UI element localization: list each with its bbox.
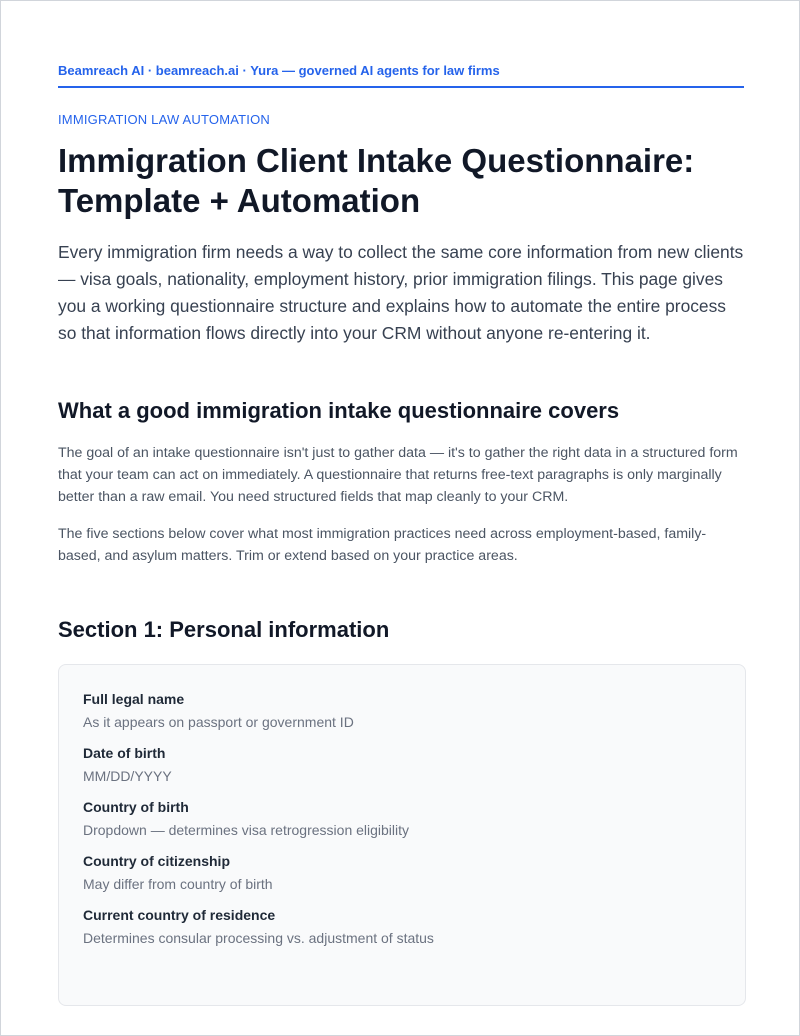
field-hint: Dropdown — determines visa retrogression eligibility: [83, 822, 410, 838]
paragraph-goal: The goal of an intake questionnaire isn't just to gather data — it's to gather the right data in a structured form that your team can act on immediately. A questionnaire that returns free-text paragraphs is only marginally better than a raw email. You need structured fields that map cleanly to your CRM.: [58, 445, 738, 505]
section-heading-covers: What a good immigration intake questionnaire covers: [58, 398, 620, 423]
questionnaire-card: [58, 664, 746, 1006]
field-hint: As it appears on passport or government ID: [83, 714, 354, 730]
paragraph-sections: The five sections below cover what most immigration practices need across employment-based, family-based, and asylum matters. Trim or extend based on your practice areas.: [58, 526, 707, 564]
field-full-legal-name: [83, 691, 354, 730]
field-country-of-citizenship: [83, 853, 273, 892]
field-hint: MM/DD/YYYY: [83, 768, 172, 784]
field-label: Country of citizenship: [83, 853, 230, 869]
section-heading-personal-info: Section 1: Personal information: [58, 617, 390, 642]
header-divider: [58, 86, 744, 88]
page-title: Immigration Client Intake Questionnaire: Template + Automation: [58, 142, 695, 219]
lead-paragraph: Every immigration firm needs a way to collect the same core information from new clients — visa goals, nationality, employment history, prior immigration filings. This page gives you a working questionnaire structure and explains how to automate the entire process so that information flows directly into your CRM without anyone re-entering it.: [58, 242, 744, 343]
brand-line[interactable]: Beamreach AI · beamreach.ai · Yura — governed AI agents for law firms: [58, 63, 500, 78]
field-label: Date of birth: [83, 745, 166, 761]
field-label: Full legal name: [83, 691, 185, 707]
field-label: Country of birth: [83, 799, 189, 815]
field-date-of-birth: [83, 745, 172, 784]
category-label: IMMIGRATION LAW AUTOMATION: [58, 112, 271, 127]
field-label: Current country of residence: [83, 907, 276, 923]
field-hint: May differ from country of birth: [83, 876, 273, 892]
field-country-of-residence: [83, 907, 434, 946]
field-country-of-birth: [83, 799, 409, 838]
field-hint: Determines consular processing vs. adjustment of status: [83, 930, 434, 946]
